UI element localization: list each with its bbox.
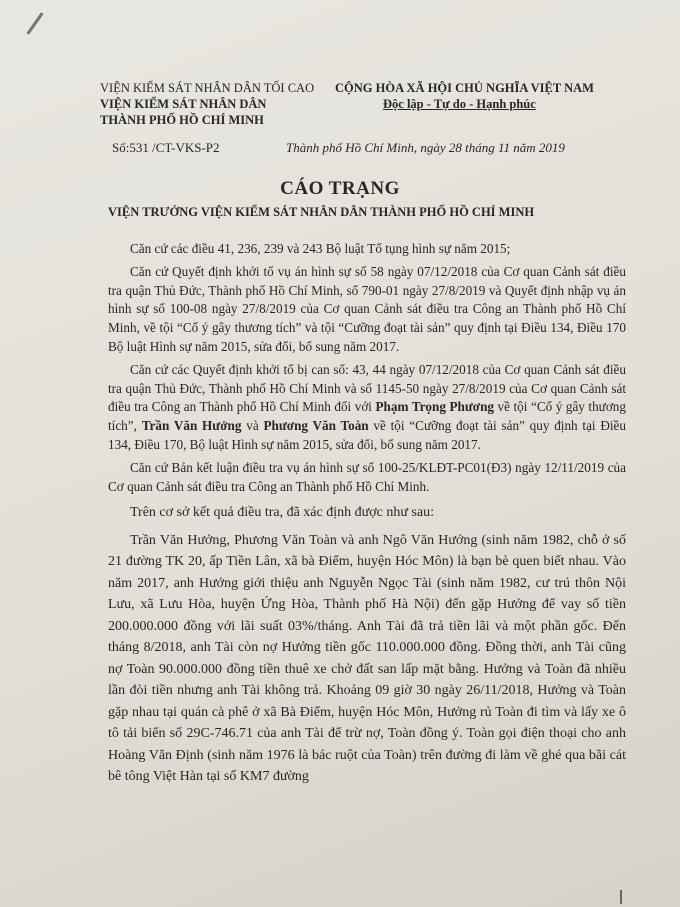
agency-name: VIỆN KIỂM SÁT NHÂN DÂN (100, 97, 267, 111)
page-edge-mark (620, 890, 622, 904)
text-run: và (241, 418, 264, 434)
paragraph-findings: Trần Văn Hưởng, Phương Văn Toàn và anh Ngô Văn Hướng (sinh năm 1982, chỗ ở số 21 đường TK 20, ấp Tiền Lân, xã bà Điểm, huyện Hóc Môn) là bạn bè quen biết nhau. Vào năm 2017, anh Hướng giới thiệu anh Nguyễn Ngọc Tài (sinh năm 1982, cư trú thôn Nội Lưu, xã Lưu Hòa, huyện Ứng Hòa, Thành phố Hà Nội) đến gặp Hưởng để vay số tiền 200.000.000 đồng với lãi suất 03%/tháng. Anh Tài đã trả tiền lãi và một phần gốc. Đến tháng 8/2018, anh Tài còn nợ Hưởng tiền gốc 110.000.000 đồng. Đồng thời, anh Tài cũng nợ Toàn 90.000.000 đồng tiền thuê xe chở đất san lấp mặt bằng. Hưởng và Toàn đã nhiều lần đòi tiền nhưng anh Tài không trả. Khoảng 09 giờ 30 ngày 26/11/2018, Hưởng và Toàn gặp nhau tại quán cà phê ở xã Bà Điểm, huyện Hóc Môn, Hưởng rủ Toàn đi tìm và lấy xe ô tô tải biển số 29C-746.71 của anh Tài để trừ nợ, Toàn đồng ý. Toàn gọi điện thoại cho anh Hoàng Văn Định (sinh năm 1976 là bác ruột của Toàn) trên đường đi làm về ghé qua bãi cát bê tông Việt Hàn tại số KM7 đường (108, 532, 626, 785)
pen-mark (26, 12, 43, 35)
agency-city: THÀNH PHỐ HỒ CHÍ MINH (100, 113, 264, 127)
document-subtitle: VIỆN TRƯỞNG VIỆN KIỂM SÁT NHÂN DÂN THÀNH PHỐ HỒ CHÍ MINH (108, 205, 535, 219)
text-run: về tội “Cưỡng đoạt tài sản” quy định tại Điều 134, Điều 170, Bộ luật Hình sự năm 2015, sửa đổi, bổ sung năm 2017. (108, 418, 627, 452)
defendant-name: Phạm Trọng Phương (375, 399, 495, 415)
paragraph-findings-intro: Trên cơ sở kết quả điều tra, đã xác định được như sau: (130, 505, 434, 521)
text-run: Căn cứ các Quyết định khởi tố bị can số: 43, 44 ngày 07/12/2018 của Cơ quan Cảnh sát điều tra quận Thủ Đức, Thành phố Hồ Chí Minh và số 1145-50 ngày 27/8/2019 của Cơ quan Cảnh sát điều tra Công an Thành phố Hồ Chí Minh đối với (108, 361, 626, 415)
defendant-name: Phương Văn Toàn (263, 418, 369, 434)
issuing-agency (100, 80, 314, 128)
country-name: CỘNG HÒA XÃ HỘI CHỦ NGHĨA VIỆT NAM (335, 81, 594, 95)
motto: Độc lập - Tự do - Hạnh phúc (383, 97, 536, 111)
dateline: Thành phố Hồ Chí Minh, ngày 28 tháng 11 năm 2019 (286, 140, 565, 155)
document-body (108, 240, 626, 792)
paragraph-investigation-conclusion: Căn cứ Bản kết luận điều tra vụ án hình sự số 100-25/KLĐT-PC01(Đ3) ngày 12/11/2019 của Cơ quan Cảnh sát điều tra Công an Thành phố Hồ Chí Minh. (108, 459, 626, 494)
document-title: CÁO TRẠNG (280, 178, 400, 199)
national-motto (335, 80, 594, 112)
paragraph-case-decision: Căn cứ Quyết định khởi tố vụ án hình sự số 58 ngày 07/12/2018 của Cơ quan Cảnh sát điều tra quận Thủ Đức, Thành phố Hồ Chí Minh, số 790-01 ngày 27/8/2019 và Quyết định nhập vụ án hình sự số 100-08 ngày 27/8/2019 của Cơ quan Cảnh sát điều tra Công an Thành phố Hồ Chí Minh, về tội “Cố ý gây thương tích” và tội “Cưỡng đoạt tài sản” quy định tại Điều 134, Điều 170 Bộ luật Hình sự năm 2015, sửa đổi, bổ sung năm 2017. (108, 263, 626, 354)
agency-parent: VIỆN KIỂM SÁT NHÂN DÂN TỐI CAO (100, 81, 315, 95)
paragraph-defendant-decision (108, 361, 626, 455)
text-run: về tội “Cố ý gây thương tích”, (108, 399, 626, 434)
document-number: Số:531 /CT-VKS-P2 (112, 140, 220, 155)
paragraph-legal-basis: Căn cứ các điều 41, 236, 239 và 243 Bộ luật Tố tụng hình sự năm 2015; (130, 241, 511, 256)
defendant-name: Trần Văn Hưởng (141, 418, 242, 434)
